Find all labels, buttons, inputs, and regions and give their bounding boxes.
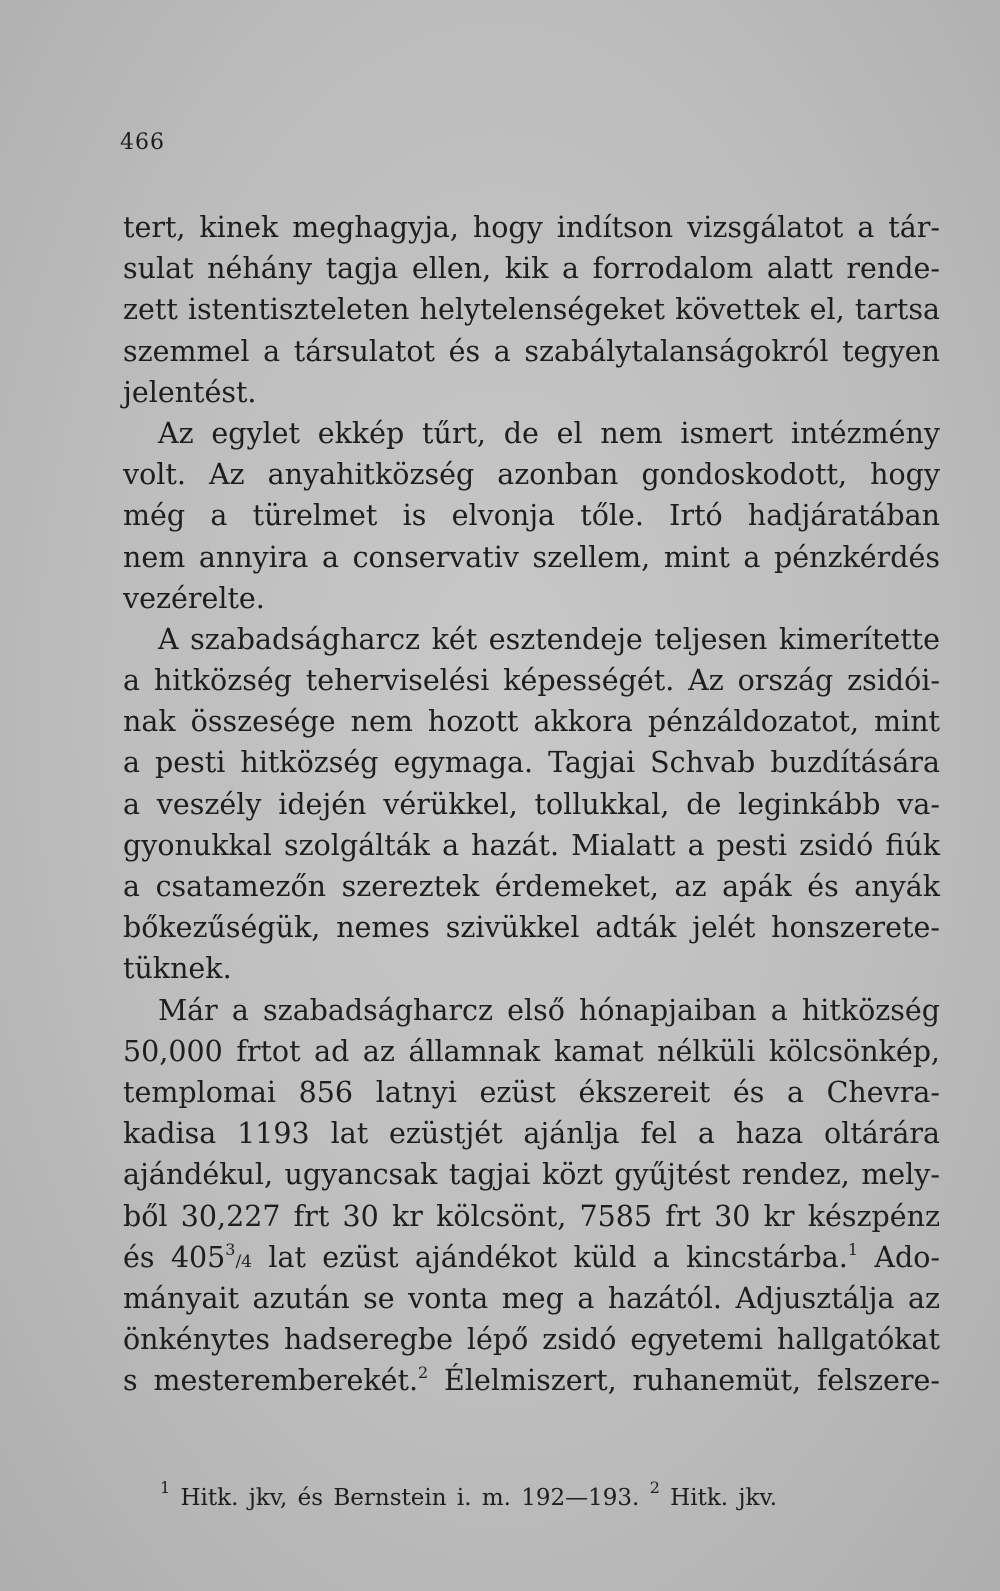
text-line: a veszély idején vérükkel, tollukkal, de leginkább va-: [123, 787, 940, 821]
text-line: nak összesége nem hozott akkora pénzáldozatot, mint: [123, 705, 940, 739]
text-line: a csatamezőn szereztek érdemeket, az apák és anyák: [123, 870, 940, 903]
text-line: ből 30,227 frt 30 kr kölcsönt, 7585 frt 30 kr készpénz: [123, 1199, 940, 1233]
text-span: s mesteremberekét.: [123, 1364, 419, 1398]
footnote-text: Hitk. jkv.: [659, 1485, 778, 1511]
footnote-ref: 2: [418, 1363, 429, 1383]
body-text: [123, 207, 940, 1401]
text-span: Ado-: [858, 1240, 940, 1274]
text-line: a hitközség teherviselési képességét. Az ország zsidói-: [123, 664, 940, 698]
text-line: volt. Az anyahitközség azonban gondoskodott, hogy: [123, 458, 940, 492]
text-line: 50,000 frtot ad az államnak kamat nélküli kölcsönkép,: [123, 1034, 940, 1068]
text-line: tüknek.: [123, 952, 232, 986]
text-line: jelentést.: [123, 375, 257, 409]
text-line: ajándékul, ugyancsak tagjai közt gyűjtést rendez, mely-: [123, 1158, 940, 1192]
text-line: A szabadságharcz két esztendeje teljesen kimerítette: [158, 622, 940, 656]
fraction-denominator: /4: [235, 1251, 252, 1272]
text-line: gyonukkal szolgálták a hazát. Mialatt a pesti zsidó fiúk: [123, 828, 940, 862]
footnote-mark: 2: [649, 1478, 660, 1497]
page-number: 466: [120, 130, 165, 155]
text-line: kadisa 1193 lat ezüstjét ajánlja fel a haza oltárára: [123, 1117, 940, 1151]
text-span: és 405: [123, 1240, 226, 1274]
text-line: szemmel a társulatot és a szabálytalanságokról tegyen: [123, 334, 940, 368]
text-span: Élelmiszert, ruhanemüt, felszere-: [428, 1364, 940, 1398]
text-line: zett istentiszteleten helytelenségeket követtek el, tartsa: [123, 293, 940, 327]
text-line: mányait azután se vonta meg a hazától. Adjusztálja az: [123, 1281, 940, 1315]
text-line: Az egylet ekkép tűrt, de el nem ismert intézmény: [158, 416, 940, 450]
text-line: önkénytes hadseregbe lépő zsidó egyetemi hallgatókat: [123, 1323, 940, 1357]
text-line: tert, kinek meghagyja, hogy indítson vizsgálatot a tár-: [123, 211, 940, 244]
text-line: Már a szabadságharcz első hónapjaiban a hitközség: [158, 993, 940, 1027]
text-line: a pesti hitközség egymaga. Tagjai Schvab buzdítására: [123, 746, 940, 780]
footnote-mark: 1: [160, 1478, 171, 1497]
text-line: nem annyira a conservativ szellem, mint a pénzkérdés: [123, 540, 940, 574]
text-line: templomai 856 latnyi ezüst ékszereit és a Chevra-: [123, 1075, 940, 1109]
text-line: bőkezűségük, nemes szivükkel adták jelét honszerete-: [123, 911, 940, 945]
footnote-ref: 1: [847, 1239, 859, 1259]
text-span: lat ezüst ajándékot küld a kincstárba.: [251, 1240, 848, 1274]
footnotes: [160, 1478, 778, 1511]
text-line: sulat néhány tagja ellen, kik a forrodalom alatt rende-: [123, 252, 940, 286]
fraction-numerator: 3: [225, 1239, 236, 1259]
text-line-with-note: [123, 1360, 940, 1401]
text-line: vezérelte.: [123, 581, 265, 615]
footnote-text: Hitk. jkv, és Bernstein i. m. 192—193.: [170, 1485, 650, 1511]
text-line: még a türelmet is elvonja tőle. Irtó hadjáratában: [123, 499, 940, 533]
text-line-with-fraction: [123, 1237, 940, 1278]
